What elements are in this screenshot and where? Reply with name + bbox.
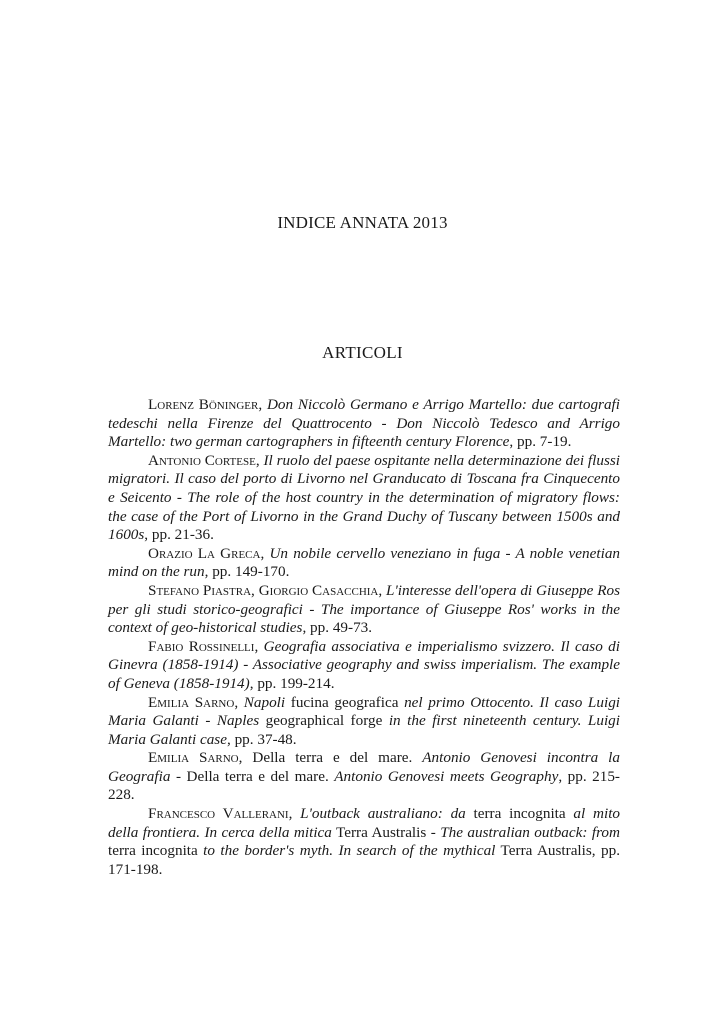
article-title-italic: The australian outback: from	[440, 823, 620, 841]
article-text: terra incognita	[108, 842, 204, 860]
article-text: ,	[234, 693, 244, 711]
article-title-italic: in the first nineteenth century. Luigi Maria Galanti case	[108, 712, 620, 748]
article-author: Lorenz Böninger	[148, 396, 259, 413]
article-author: Fabio Rossinelli	[148, 637, 255, 655]
article-entry	[108, 396, 620, 452]
article-author: Emilia Sarno	[148, 749, 239, 767]
article-text: , pp. 49-73.	[302, 619, 373, 637]
article-text: ,	[258, 396, 267, 413]
article-text: geographical forge	[259, 712, 389, 730]
article-author: Orazio La Greca	[148, 544, 261, 562]
article-text: ,	[288, 805, 301, 823]
article-text: , pp. 215-228.	[108, 767, 620, 804]
article-text: Terra Australis, pp. 171-198.	[108, 842, 620, 878]
article-entry	[108, 638, 620, 694]
article-title-italic: nel primo Ottocento. Il caso Luigi Maria Galanti - Naples	[108, 693, 621, 730]
article-title-italic: al mito della frontiera. In cerca della mitica	[108, 805, 621, 841]
article-list	[108, 396, 620, 879]
article-entry	[108, 694, 620, 750]
article-text: , pp. 7-19.	[509, 433, 572, 451]
article-title-italic: Il ruolo del paese ospitante nella determinazione dei flussi migratori. Il caso del porto di Livorno nel Granducato di Toscana fra Cinquecento e Seicento - The role of the host country in the determination of migratory flows: the case of the Port of Livorno in the Grand Duchy of Tuscany between 1500s and 1600s	[108, 451, 620, 544]
article-text: ,	[255, 451, 264, 469]
section-title: ARTICOLI	[322, 343, 403, 362]
article-author: Stefano Piastra, Giorgio Casacchia	[148, 581, 379, 599]
article-text: ,	[254, 637, 264, 655]
article-text: ,	[378, 581, 387, 599]
article-text: , pp. 149-170.	[204, 563, 290, 581]
article-author: Emilia Sarno	[148, 693, 235, 711]
article-text: terra incognita	[465, 805, 574, 823]
article-text: , pp. 37-48.	[226, 730, 297, 748]
article-title-italic: Antonio Genovesi incontra la Geografia	[108, 749, 620, 785]
article-text: fucina geografica	[285, 693, 405, 711]
article-entry	[108, 582, 620, 638]
article-entry	[108, 805, 620, 879]
article-title-italic: to the border's myth. In search of the mythical	[203, 842, 496, 860]
article-title-italic: Un nobile cervello veneziano in fuga - A noble venetian mind on the run	[108, 544, 621, 581]
article-entry	[108, 545, 620, 582]
index-title: INDICE ANNATA 2013	[277, 213, 448, 232]
article-text: ,	[260, 544, 270, 562]
article-text: Terra Australis -	[331, 823, 441, 841]
article-text: , Della terra e del mare.	[238, 749, 423, 767]
article-title-italic: Napoli	[243, 693, 286, 711]
article-entry	[108, 452, 620, 545]
article-title-italic: L'outback australiano: da	[300, 805, 466, 823]
article-text: , pp. 21-36.	[144, 526, 214, 544]
article-text: , pp. 199-214.	[249, 674, 335, 692]
article-author: Francesco Vallerani	[148, 805, 289, 823]
article-author: Antonio Cortese	[148, 451, 256, 469]
article-title-italic: Geografia associativa e imperialismo svizzero. Il caso di Ginevra (1858-1914) - Associative geography and swiss imperialism. The example of Geneva (1858-1914)	[108, 637, 620, 692]
article-text: - Della terra e del mare.	[170, 767, 335, 785]
article-title-italic: Antonio Genovesi meets Geography	[334, 767, 559, 785]
article-title-italic: Don Niccolò Germano e Arrigo Martello: due cartografi tedeschi nella Firenze del Quattrocento - Don Niccolò Tedesco and Arrigo Martello: two german cartographers in fifteenth century Florence	[108, 396, 620, 451]
article-title-italic: L'interesse dell'opera di Giuseppe Ros per gli studi storico-geografici - The importance of Giuseppe Ros' works in the context of geo-historical studies	[108, 581, 621, 637]
article-entry	[108, 749, 620, 805]
